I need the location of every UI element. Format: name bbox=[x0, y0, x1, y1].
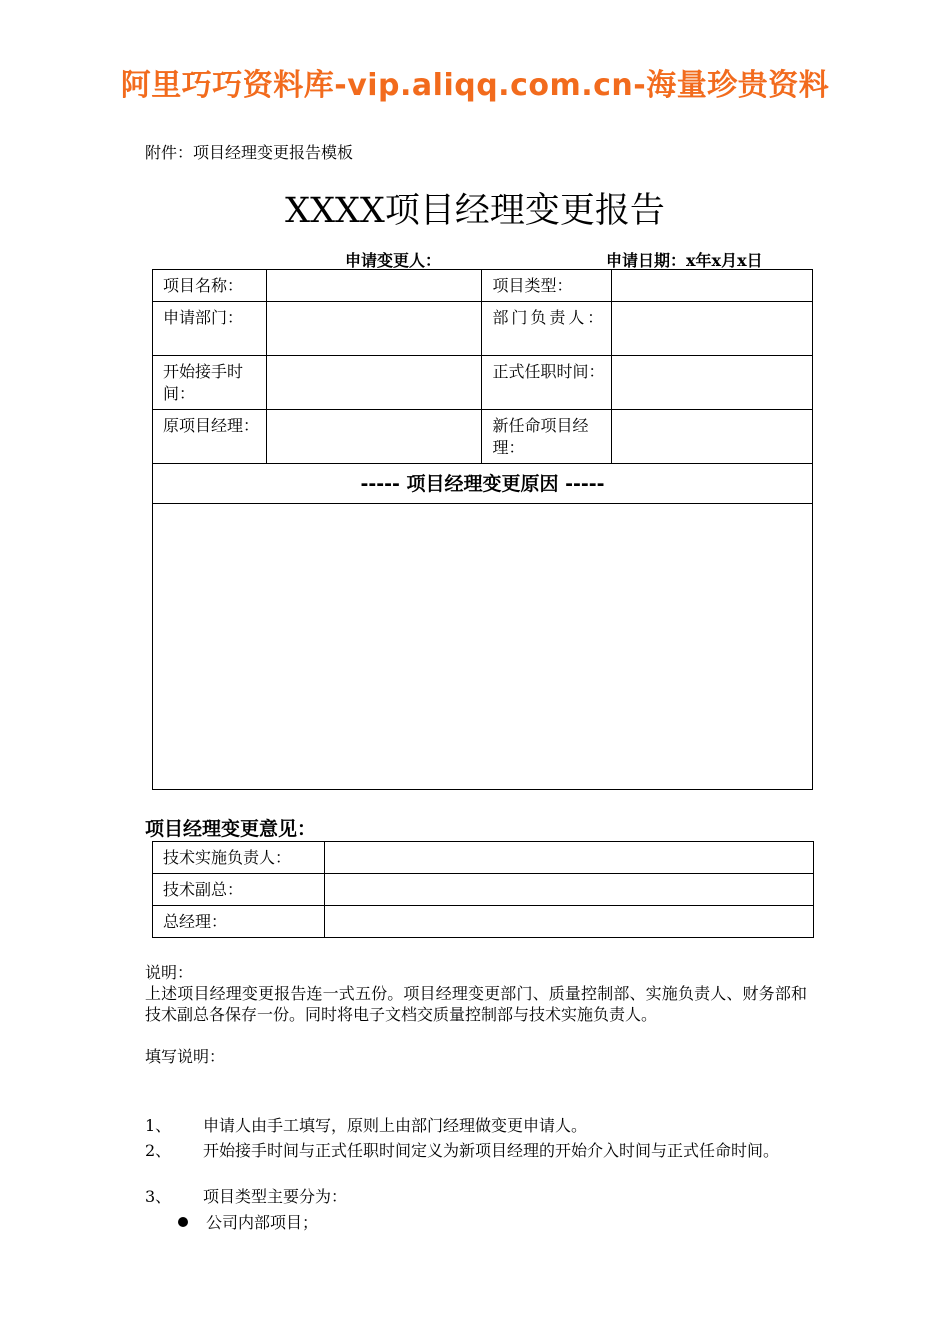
gm-label: 总经理： bbox=[153, 906, 325, 938]
list-text: 申请人由手工填写，原则上由部门经理做变更申请人。 bbox=[203, 1116, 588, 1135]
attachment-line: 附件：项目经理变更报告模板 bbox=[145, 143, 354, 162]
bullet-text: 公司内部项目； bbox=[206, 1213, 319, 1232]
applicant-label: 申请变更人： bbox=[345, 251, 442, 270]
watermark-banner: 阿里巧巧资料库-vip.aliqq.com.cn-海量珍贵资料 bbox=[120, 68, 830, 103]
table-row bbox=[153, 874, 814, 906]
table-row bbox=[153, 504, 813, 790]
list-number: 3、 bbox=[145, 1187, 172, 1206]
bullet-dot-icon bbox=[178, 1217, 188, 1227]
apply-date: 申请日期：x年x月x日 bbox=[606, 251, 763, 270]
notes-heading: 说明： bbox=[145, 963, 194, 982]
project-type-field[interactable] bbox=[612, 270, 813, 302]
official-time-label: 正式任职时间： bbox=[482, 356, 612, 410]
new-manager-field[interactable] bbox=[612, 410, 813, 464]
project-name-field[interactable] bbox=[266, 270, 482, 302]
tech-vp-label: 技术副总： bbox=[153, 874, 325, 906]
department-head-field[interactable] bbox=[612, 302, 813, 356]
new-manager-label: 新任命项目经理： bbox=[482, 410, 612, 464]
project-type-label: 项目类型： bbox=[482, 270, 612, 302]
change-reason-header: ----- 项目经理变更原因 ----- bbox=[153, 464, 813, 504]
list-item bbox=[145, 1115, 810, 1136]
table-row bbox=[153, 302, 813, 356]
official-time-field[interactable] bbox=[612, 356, 813, 410]
opinion-table bbox=[152, 841, 814, 938]
table-row bbox=[153, 270, 813, 302]
department-head-label-text: 部门负责人： bbox=[492, 308, 604, 327]
table-row bbox=[153, 356, 813, 410]
former-manager-field[interactable] bbox=[266, 410, 482, 464]
department-head-label bbox=[482, 302, 612, 356]
notes-text: 上述项目经理变更报告连一式五份。项目经理变更部门、质量控制部、实施负责人、财务部和技术副总各保存一份。同时将电子文档交质量控制部与技术实施负责人。 bbox=[145, 984, 807, 1024]
list-text: 开始接手时间与正式任职时间定义为新项目经理的开始介入时间与正式任命时间。 bbox=[203, 1141, 780, 1160]
former-manager-label: 原项目经理： bbox=[153, 410, 267, 464]
list-number: 2、 bbox=[145, 1141, 172, 1160]
list-item bbox=[145, 1186, 810, 1207]
info-table bbox=[152, 269, 813, 790]
opinion-header: 项目经理变更意见： bbox=[145, 818, 317, 840]
change-reason-field[interactable] bbox=[153, 504, 813, 790]
gm-field[interactable] bbox=[324, 906, 813, 938]
tech-lead-label: 技术实施负责人： bbox=[153, 842, 325, 874]
tech-vp-field[interactable] bbox=[324, 874, 813, 906]
department-field[interactable] bbox=[266, 302, 482, 356]
document-title: XXXX项目经理变更报告 bbox=[285, 191, 665, 231]
project-name-label: 项目名称： bbox=[153, 270, 267, 302]
department-label: 申请部门： bbox=[153, 302, 267, 356]
list-item bbox=[145, 1140, 810, 1161]
table-row bbox=[153, 906, 814, 938]
bullet-item bbox=[178, 1210, 318, 1233]
table-row bbox=[153, 842, 814, 874]
start-time-label: 开始接手时间： bbox=[153, 356, 267, 410]
notes-section bbox=[145, 962, 807, 1067]
tech-lead-field[interactable] bbox=[324, 842, 813, 874]
list-number: 1、 bbox=[145, 1116, 172, 1135]
list-text: 项目类型主要分为： bbox=[203, 1187, 348, 1206]
fill-heading: 填写说明： bbox=[145, 1047, 226, 1066]
start-time-field[interactable] bbox=[266, 356, 482, 410]
table-row bbox=[153, 410, 813, 464]
table-row bbox=[153, 464, 813, 504]
